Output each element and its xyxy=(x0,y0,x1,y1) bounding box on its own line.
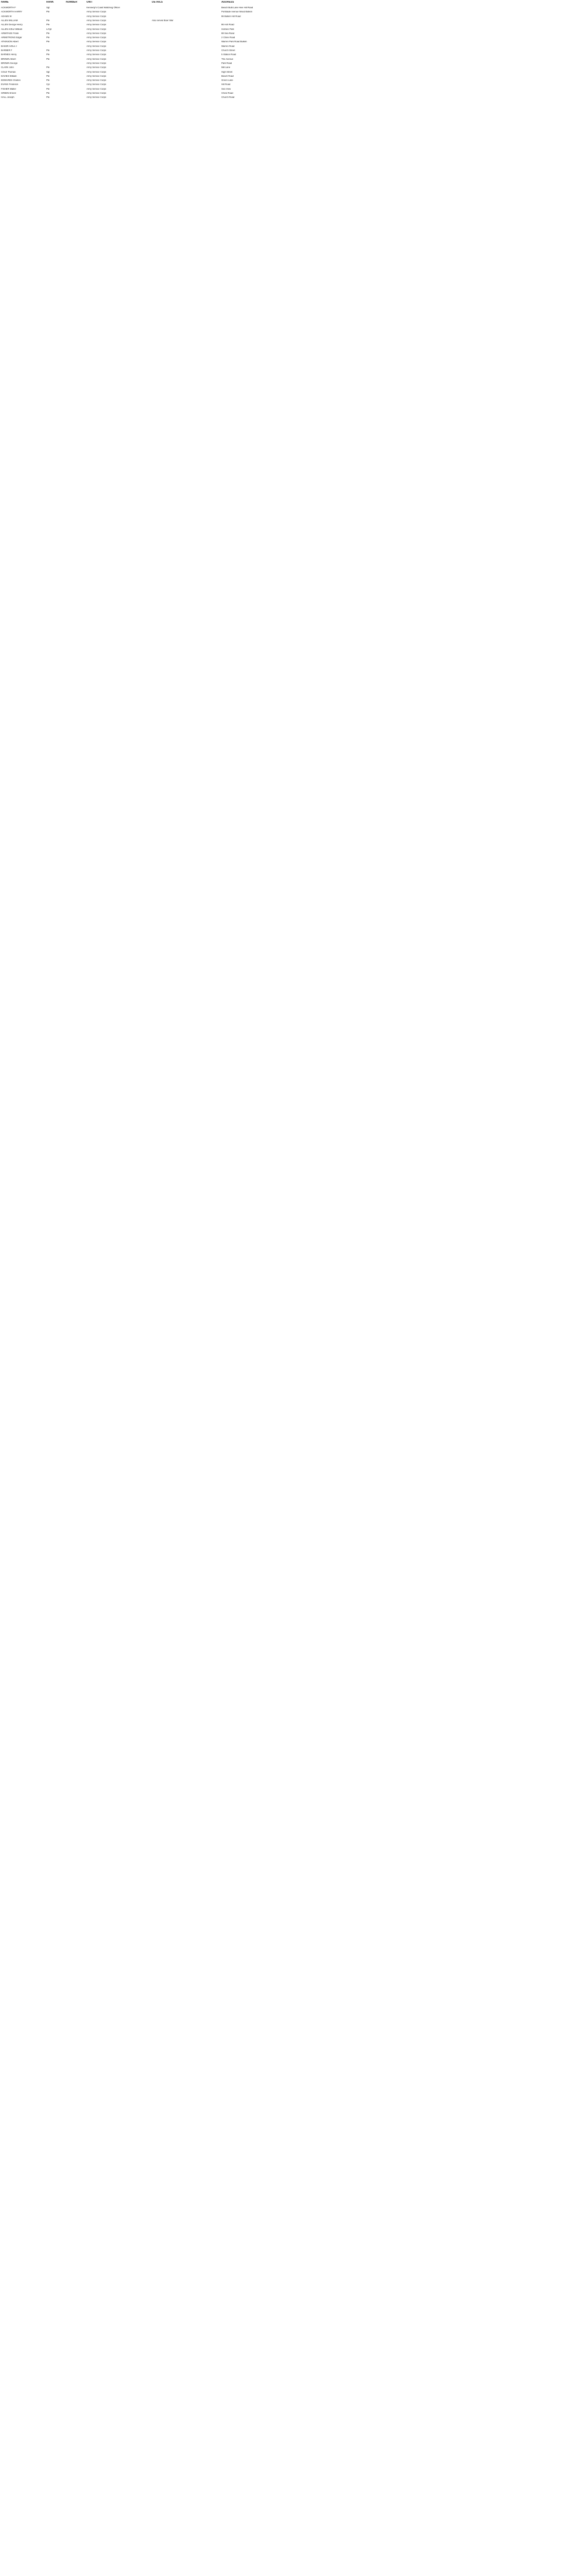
cell-address: Holmes Park xyxy=(221,28,234,30)
table-row xyxy=(0,83,572,87)
cell-name: GREEN Ernest xyxy=(1,92,16,94)
cell-address: 5 Station Road xyxy=(221,54,236,56)
cell-rank: Sgt xyxy=(46,7,50,9)
cell-number xyxy=(66,92,85,95)
cell-address: Church Road xyxy=(221,96,235,99)
column-header-name: NAME xyxy=(1,1,9,4)
table-row xyxy=(0,45,572,49)
cell-number xyxy=(66,71,85,74)
cell-rank: Pte xyxy=(46,79,50,82)
cell-rank: Sgt xyxy=(46,71,50,73)
cell-rank: Pte xyxy=(46,41,50,43)
table-row xyxy=(0,66,572,70)
cell-number xyxy=(66,75,85,78)
cell-rank xyxy=(46,15,65,19)
cell-address: Mill Lane xyxy=(221,66,231,69)
table-row xyxy=(0,71,572,75)
cell-unit: Army Service Corps xyxy=(86,92,107,94)
cell-rank: Pte xyxy=(46,32,50,35)
cell-address: Portslade Avenue Wood Bulkim xyxy=(221,11,253,13)
cell-number xyxy=(66,79,85,82)
cell-address: Hill Road xyxy=(221,83,231,86)
cell-number xyxy=(66,15,85,19)
cell-number xyxy=(66,49,85,53)
cell-number xyxy=(66,58,85,61)
cell-number xyxy=(66,96,85,99)
table-row xyxy=(0,32,572,36)
table-row xyxy=(0,40,572,44)
cell-name: EVANS Frederick xyxy=(1,83,19,86)
cell-unit: Army Service Corps xyxy=(86,24,107,26)
cell-rank: Pte xyxy=(46,75,50,77)
cell-address xyxy=(221,20,283,23)
table-row xyxy=(0,23,572,27)
cell-address: Sea View xyxy=(221,88,231,90)
column-header-unit: UNIT xyxy=(86,1,93,4)
cell-name: ACKWORTH F xyxy=(1,7,16,9)
cell-address: 88 Sea Road xyxy=(221,32,235,35)
cell-details xyxy=(152,62,219,65)
cell-name: ALLEN WILLIAM xyxy=(1,19,18,22)
cell-details xyxy=(152,88,219,91)
cell-name: ATKINSON Albert xyxy=(1,41,19,43)
table-row xyxy=(0,62,572,66)
cell-rank: Pte xyxy=(46,66,50,69)
cell-unit: Army Service Corps xyxy=(86,54,107,56)
cell-details xyxy=(152,66,219,70)
table-row xyxy=(0,28,572,32)
cell-unit: Army Service Corps xyxy=(86,41,107,43)
cell-rank: Pte xyxy=(46,19,50,22)
cell-number xyxy=(66,37,85,40)
cell-unit: Army Service Corps xyxy=(86,45,107,47)
cell-rank: Pte xyxy=(46,54,50,56)
cell-details xyxy=(152,58,219,61)
cell-details xyxy=(152,37,219,40)
cell-name: ALLEN Arthur William xyxy=(1,28,23,30)
table-row xyxy=(0,96,572,100)
cell-unit: Army Service Corps xyxy=(86,58,107,60)
column-header-rank: RANK xyxy=(46,1,54,4)
cell-details xyxy=(152,28,219,31)
cell-address: High Street xyxy=(221,71,233,73)
cell-number xyxy=(66,41,85,44)
cell-address: Warren Park Road Bulkim xyxy=(221,41,247,43)
cell-unit: Kennedy's Coast Watching Officer xyxy=(86,7,120,9)
cell-unit: Army Service Corps xyxy=(86,37,107,39)
cell-name: ACKWORTH HARRY xyxy=(1,11,23,13)
cell-rank: Pte xyxy=(46,58,50,60)
column-header-number: NUMBER xyxy=(66,1,77,4)
cell-unit: Army Service Corps xyxy=(86,75,107,77)
cell-details xyxy=(152,79,219,82)
cell-name: BROWN George xyxy=(1,62,18,64)
cell-number xyxy=(66,45,85,48)
table-row xyxy=(0,19,572,23)
cell-rank: Pte xyxy=(46,88,50,90)
cell-details xyxy=(152,54,219,57)
cell-rank xyxy=(46,45,65,48)
cell-unit: Army Service Corps xyxy=(86,15,107,18)
cell-details xyxy=(152,41,219,44)
cell-name: BARBER F xyxy=(1,49,12,52)
cell-address: The Avenue xyxy=(221,58,233,60)
cell-name: EDWARDS Charles xyxy=(1,79,21,82)
cell-details xyxy=(152,15,219,19)
cell-number xyxy=(66,62,85,65)
cell-details xyxy=(152,49,219,53)
cell-address: Green Lane xyxy=(221,79,233,82)
cell-details: Also served Boer War xyxy=(152,19,174,22)
cell-details xyxy=(152,71,219,74)
table-row xyxy=(0,36,572,40)
cell-unit: Army Service Corps xyxy=(86,96,107,99)
cell-number xyxy=(66,7,85,10)
cell-name: ALLEN George Henry xyxy=(1,24,23,26)
table-row xyxy=(0,88,572,92)
cell-details xyxy=(152,96,219,99)
cell-address: Church Street xyxy=(221,49,235,52)
cell-name: BARNES Henry xyxy=(1,54,17,56)
cell-unit: Army Service Corps xyxy=(86,11,107,13)
cell-address: Warren Road xyxy=(221,45,235,47)
cell-name: ADAMS W xyxy=(1,15,12,18)
cell-details xyxy=(152,92,219,95)
table-row xyxy=(0,75,572,79)
cell-rank: Pte xyxy=(46,92,50,94)
table-row xyxy=(0,49,572,53)
cell-unit: Army Service Corps xyxy=(86,19,107,22)
column-header-details: DETAILS xyxy=(152,1,163,4)
cell-details xyxy=(152,24,219,27)
table-row xyxy=(0,53,572,57)
table-row xyxy=(0,92,572,96)
cell-details xyxy=(152,32,219,36)
cell-name: BROWN Albert xyxy=(1,58,16,60)
cell-number xyxy=(66,83,85,87)
cell-unit: Army Service Corps xyxy=(86,66,107,69)
cell-details xyxy=(152,75,219,78)
cell-rank: Pte xyxy=(46,37,50,39)
cell-address: Beach Road xyxy=(221,75,234,77)
cell-number xyxy=(66,11,85,14)
cell-unit: Army Service Corps xyxy=(86,83,107,86)
cell-number xyxy=(66,20,85,23)
cell-rank xyxy=(46,62,65,65)
table-row xyxy=(0,58,572,62)
cell-unit: Army Service Corps xyxy=(86,71,107,73)
cell-unit: Army Service Corps xyxy=(86,28,107,30)
cell-rank: Pte xyxy=(46,49,50,52)
cell-name: COLE Thomas xyxy=(1,71,16,73)
table-row xyxy=(0,79,572,83)
cell-number xyxy=(66,32,85,36)
cell-details xyxy=(152,83,219,87)
cell-address: 86 Ash Road xyxy=(221,24,234,26)
cell-name: ARMITAGE Frank xyxy=(1,32,19,35)
cell-address: 86 Bulkim Hill Road xyxy=(221,15,241,18)
cell-number xyxy=(66,28,85,31)
cell-details xyxy=(152,45,219,48)
cell-rank: Pte xyxy=(46,24,50,26)
cell-name: BAKER Arthur J xyxy=(1,45,17,47)
cell-number xyxy=(66,24,85,27)
cell-number xyxy=(66,66,85,70)
cell-rank: L/Cpl xyxy=(46,28,52,30)
table-row xyxy=(0,6,572,10)
cell-address: Beach Bulb Lane Hive Hill Road xyxy=(221,7,253,9)
cell-address: 2 Chine Road xyxy=(221,37,235,39)
cell-rank: Pte xyxy=(46,11,50,13)
cell-details xyxy=(152,7,219,10)
table-row xyxy=(0,15,572,19)
cell-rank: Pte xyxy=(46,96,50,99)
cell-unit: Army Service Corps xyxy=(86,62,107,64)
cell-name: FISHER Walter xyxy=(1,88,16,90)
cell-unit: Army Service Corps xyxy=(86,49,107,52)
table-row xyxy=(0,10,572,14)
cell-address: Park Road xyxy=(221,62,232,64)
cell-rank: Cpl xyxy=(46,83,50,86)
cell-name: CLARK John xyxy=(1,66,14,69)
cell-name: HALL Joseph xyxy=(1,96,14,99)
cell-unit: Army Service Corps xyxy=(86,79,107,82)
cell-name: ARMSTRONG Edgar xyxy=(1,37,22,39)
column-header-address: ADDRESS xyxy=(221,1,234,4)
cell-unit: Army Service Corps xyxy=(86,88,107,90)
cell-unit: Army Service Corps xyxy=(86,32,107,35)
cell-details xyxy=(152,11,219,14)
cell-number xyxy=(66,54,85,57)
cell-address: Chine Road xyxy=(221,92,233,94)
cell-name: DAVIES William xyxy=(1,75,17,77)
cell-number xyxy=(66,88,85,91)
